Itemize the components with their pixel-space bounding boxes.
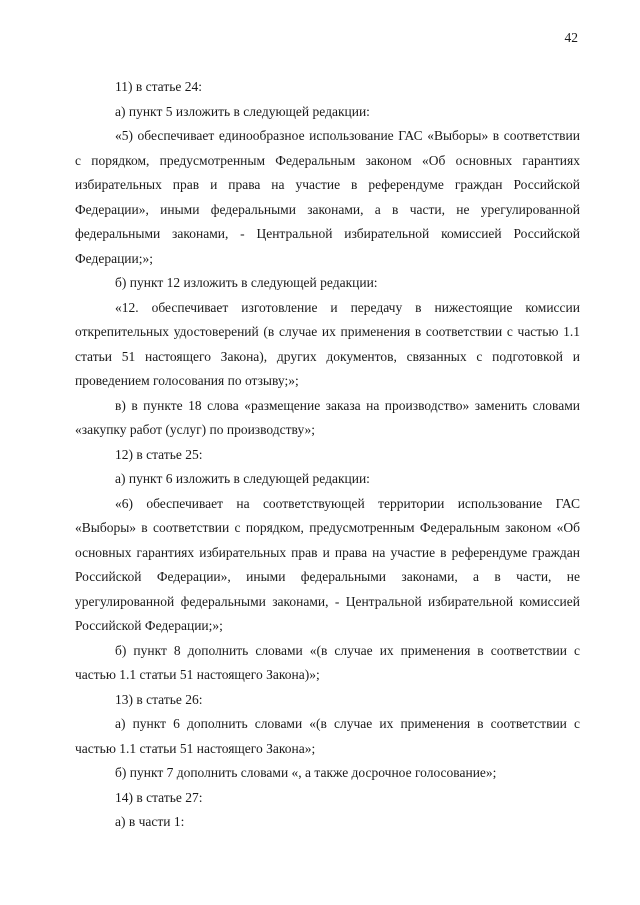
paragraph-sub-b-point-12: б) пункт 12 изложить в следующей редакции: [115,275,378,290]
paragraph-sub-b-point-8: б) пункт 8 дополнить словами «(в случае их применения в соответствии с частью 1.1 статьи 51 настоящего Закона)»; [75,642,580,682]
paragraph-item-11: 11) в статье 24: [115,79,202,94]
paragraph-sub-a-point-5: а) пункт 5 изложить в следующей редакции: [115,103,370,119]
paragraph-sub-a-point-6: а) пункт 6 изложить в следующей редакции: [115,471,370,486]
document-body [75,75,580,835]
page-number: 42 [564,30,578,45]
paragraph-quote-point-5: «5) обеспечивает единообразное использование ГАС «Выборы» в соответствии с порядком, предусмотренным Федеральным законом «Об основных гарантиях избирательных прав и права на участие в референдуме граждан Российской Федерации», иными федеральными законами, а в части, не урегулированной федеральными законами, - Центральной избирательной комиссией Российской Федерации;»; [75,128,580,266]
paragraph-item-14: 14) в статье 27: [115,789,203,805]
paragraph-item-13: 13) в статье 26: [115,691,203,707]
paragraph-sub-a-part-1: а) в части 1: [115,814,185,829]
paragraph-item-12: 12) в статье 25: [115,446,203,462]
paragraph-sub-b-point-7-article-26: б) пункт 7 дополнить словами «, а также досрочное голосование»; [115,765,497,780]
paragraph-quote-point-6: «6) обеспечивает на соответствующей территории использование ГАС «Выборы» в соответствии с порядком, предусмотренным Федеральным законом «Об основных гарантиях избирательных прав и права на участие в референдуме граждан Российской Федерации», иными федеральными законами, а в части, не урегулированной федеральными законами, - Центральной избирательной комиссией Российской Федерации;»; [75,495,580,633]
paragraph-quote-point-12: «12. обеспечивает изготовление и передачу в нижестоящие комиссии открепительных удостоверений (в случае их применения в соответствии с частью 1.1 статьи 51 настоящего Закона), других документов, связанных с подготовкой и проведением голосования по отзыву;»; [75,299,580,388]
paragraph-sub-v-point-18: в) в пункте 18 слова «размещение заказа на производство» заменить словами «закупку работ (услуг) по производству»; [75,397,580,437]
paragraph-sub-a-point-6-article-26: а) пункт 6 дополнить словами «(в случае их применения в соответствии с частью 1.1 статьи 51 настоящего Закона»; [75,716,580,756]
